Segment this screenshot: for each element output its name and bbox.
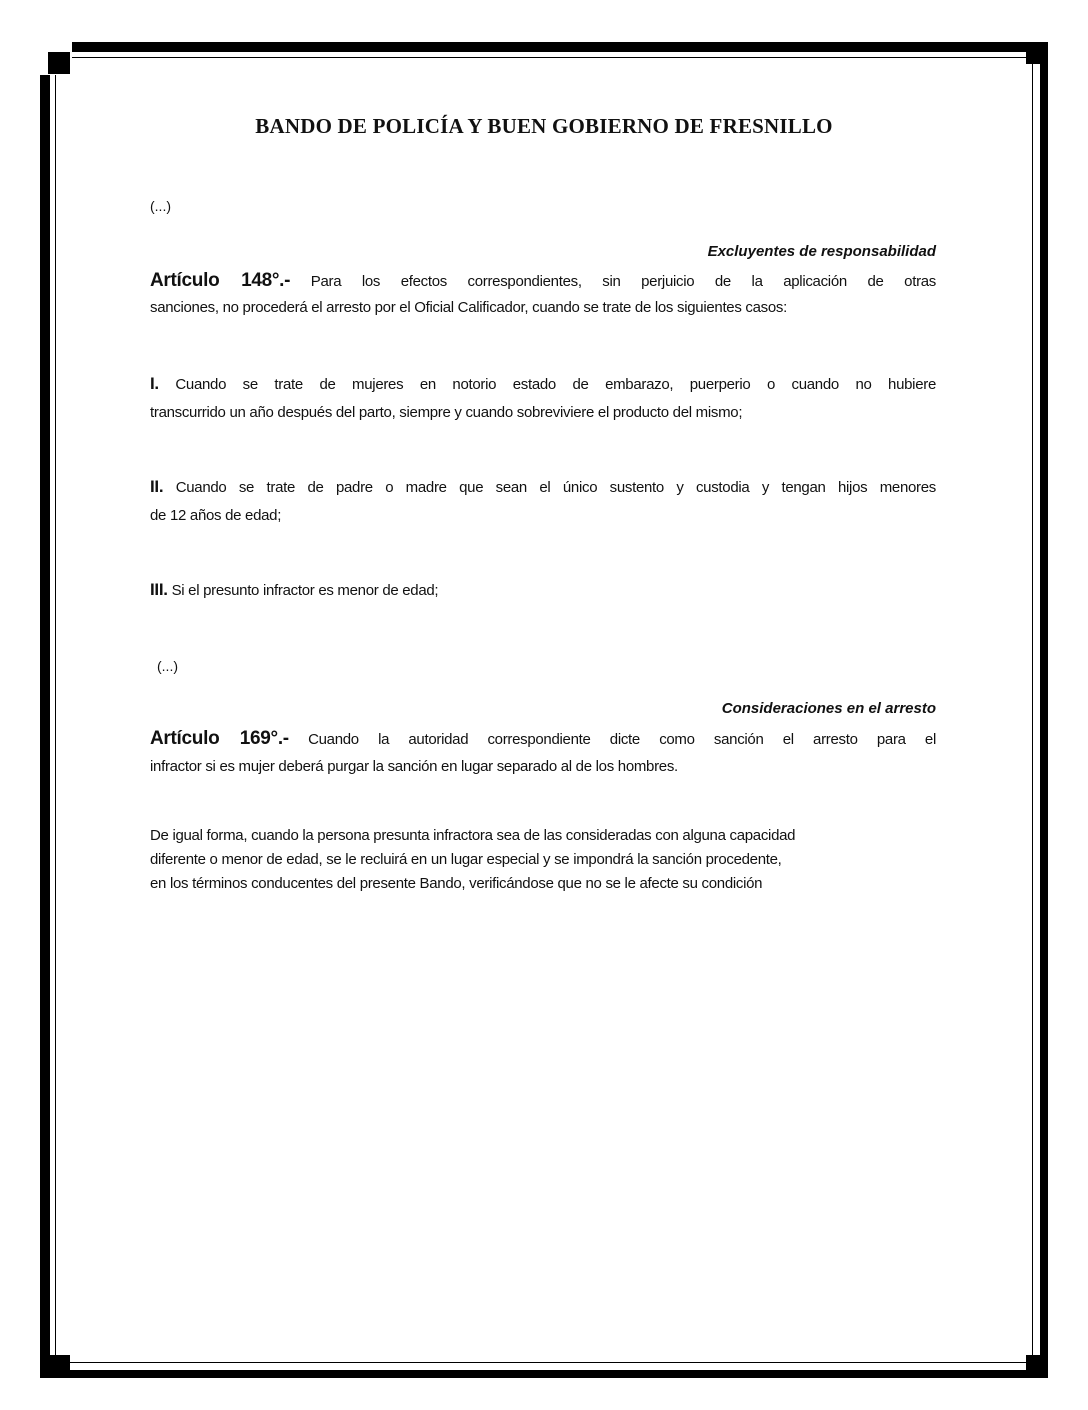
border-right xyxy=(1040,42,1048,1362)
border-corner xyxy=(48,52,70,74)
text: Si el presunto infractor es menor de edad; xyxy=(171,582,439,599)
text: Cuando se trate de mujeres en notorio estado de embarazo, puerperio o cuando no hubiere xyxy=(175,376,936,393)
border-corner xyxy=(1026,1355,1048,1377)
border-left-inner xyxy=(55,75,56,1365)
border-left xyxy=(40,75,50,1375)
paragraph-line: diferente o menor de edad, se le recluirá en un lugar especial y se impondrá la sanción procedente, xyxy=(150,851,782,868)
numeral: III. xyxy=(150,580,168,599)
border-top-inner xyxy=(72,57,1047,58)
numeral: II. xyxy=(150,477,164,496)
article-label: Artículo 169°.- xyxy=(150,728,289,749)
border-corner xyxy=(48,1355,70,1377)
section-heading: Consideraciones en el arresto xyxy=(721,700,936,717)
paragraph-line: De igual forma, cuando la persona presunta infractora sea de las consideradas con alguna capacidad xyxy=(150,827,796,844)
numeral: I. xyxy=(150,374,159,393)
text: Para los efectos correspondientes, sin perjuicio de la aplicación de otras xyxy=(310,273,937,290)
article-169-line xyxy=(150,728,936,750)
border-right-inner xyxy=(1032,62,1033,1362)
border-top xyxy=(72,42,1047,52)
list-item xyxy=(150,580,936,600)
list-item xyxy=(150,374,936,394)
section-heading: Excluyentes de responsabilidad xyxy=(707,243,936,260)
ellipsis: (...) xyxy=(157,658,178,674)
article-label: Artículo 148°.- xyxy=(150,270,291,291)
paragraph-line: en los términos conducentes del presente Bando, verificándose que no se le afecte su condición xyxy=(150,875,763,892)
text: Cuando la autoridad correspondiente dicte como sanción el arresto para el xyxy=(308,731,937,748)
list-item xyxy=(150,477,936,497)
article-148-line xyxy=(150,270,936,292)
document-title: BANDO DE POLICÍA Y BUEN GOBIERNO DE FRESNILLO xyxy=(255,114,833,138)
border-corner xyxy=(1026,42,1048,64)
article-169-line: infractor si es mujer deberá purgar la sanción en lugar separado al de los hombres. xyxy=(150,758,678,775)
ellipsis: (...) xyxy=(150,198,171,214)
border-bottom xyxy=(40,1370,1048,1378)
article-148-line: sanciones, no procederá el arresto por el Oficial Calificador, cuando se trate de los siguientes casos: xyxy=(150,299,787,316)
list-item-line: de 12 años de edad; xyxy=(150,507,282,524)
list-item-line: transcurrido un año después del parto, siempre y cuando sobreviviere el producto del mismo; xyxy=(150,404,743,421)
border-bottom-inner xyxy=(60,1362,1035,1363)
text: Cuando se trate de padre o madre que sean el único sustento y custodia y tengan hijos menores xyxy=(175,479,936,496)
